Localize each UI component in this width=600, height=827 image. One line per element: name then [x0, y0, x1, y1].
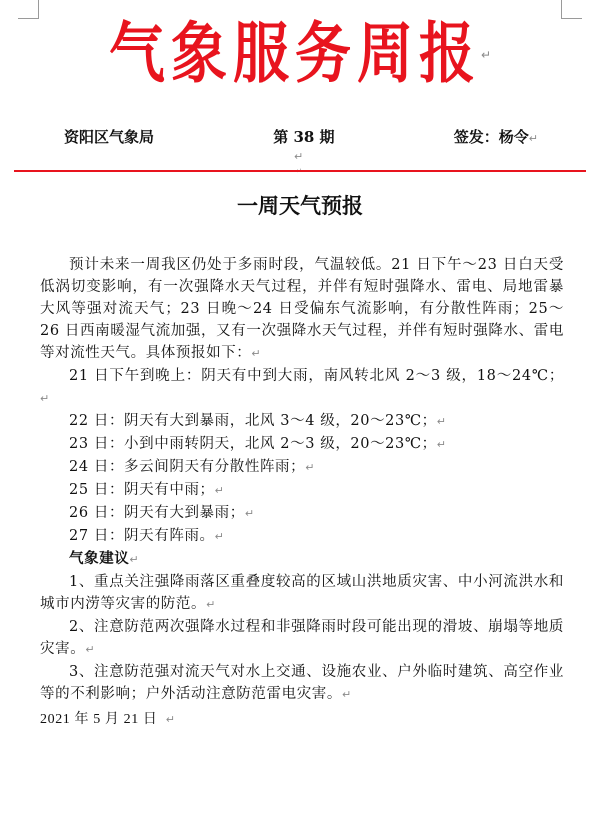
masthead	[0, 14, 600, 97]
intro-paragraph: 预计未来一周我区仍处于多雨时段，气温较低。21 日下午～23 日白天受低涡切变影响，有一次强降水天气过程，并伴有短时强降水、雷电、局地雷暴大风等强对流天气；23 日晚～24 日受偏东气流影响，有分散性阵雨；25～26 日西南暖湿气流加强，又有一次强降水天气过程，并伴有短时强降水、雷电等对流性天气。具体预报如下：↵	[40, 257, 564, 361]
advice-heading: 气象建议↵	[69, 551, 140, 567]
forecast-item: 21 日下午到晚上：阴天有中到大雨，南风转北风 2～3 级，18～24℃；↵	[40, 368, 564, 405]
red-divider-rule	[14, 170, 586, 172]
forecast-item: 22 日：阴天有大到暴雨，北风 3～4 级，20～23℃；↵	[69, 413, 447, 429]
forecast-item: 24 日：多云间阴天有分散性阵雨；↵	[69, 459, 316, 475]
issue-meta	[64, 126, 538, 147]
forecast-item: 26 日：阴天有大到暴雨；↵	[69, 505, 255, 521]
advice-item: 2、注意防范两次强降水过程和非强降雨时段可能出现的滑坡、崩塌等地质灾害。↵	[40, 619, 564, 657]
masthead-title: 气象服务周报	[108, 16, 481, 93]
advice-item: 1、重点关注强降雨落区重叠度较高的区域山洪地质灾害、中小河流洪水和城市内涝等灾害的防范。↵	[40, 574, 564, 612]
paragraph-mark: ↵	[480, 47, 492, 63]
advice-item: 3、注意防范强对流天气对水上交通、设施农业、户外临时建筑、高空作业等的不利影响；户外活动注意防范雷电灾害。↵	[40, 664, 564, 702]
forecast-item: 27 日：阴天有阵雨。↵	[69, 528, 225, 544]
forecast-item: 25 日：阴天有中雨；↵	[69, 482, 225, 498]
issue-number: 第 38 期	[273, 128, 335, 146]
page-title: 一周天气预报	[237, 194, 363, 218]
paragraph-mark: ↵	[294, 150, 304, 163]
issue-date: 2021 年 5 月 21 日 ↵	[40, 712, 176, 727]
forecast-item: 23 日：小到中雨转阴天，北风 2～3 级，20～23℃；↵	[69, 436, 447, 452]
signer: 签发：杨令↵	[453, 128, 538, 146]
document-body	[40, 254, 564, 731]
bureau-name: 资阳区气象局	[64, 128, 155, 146]
